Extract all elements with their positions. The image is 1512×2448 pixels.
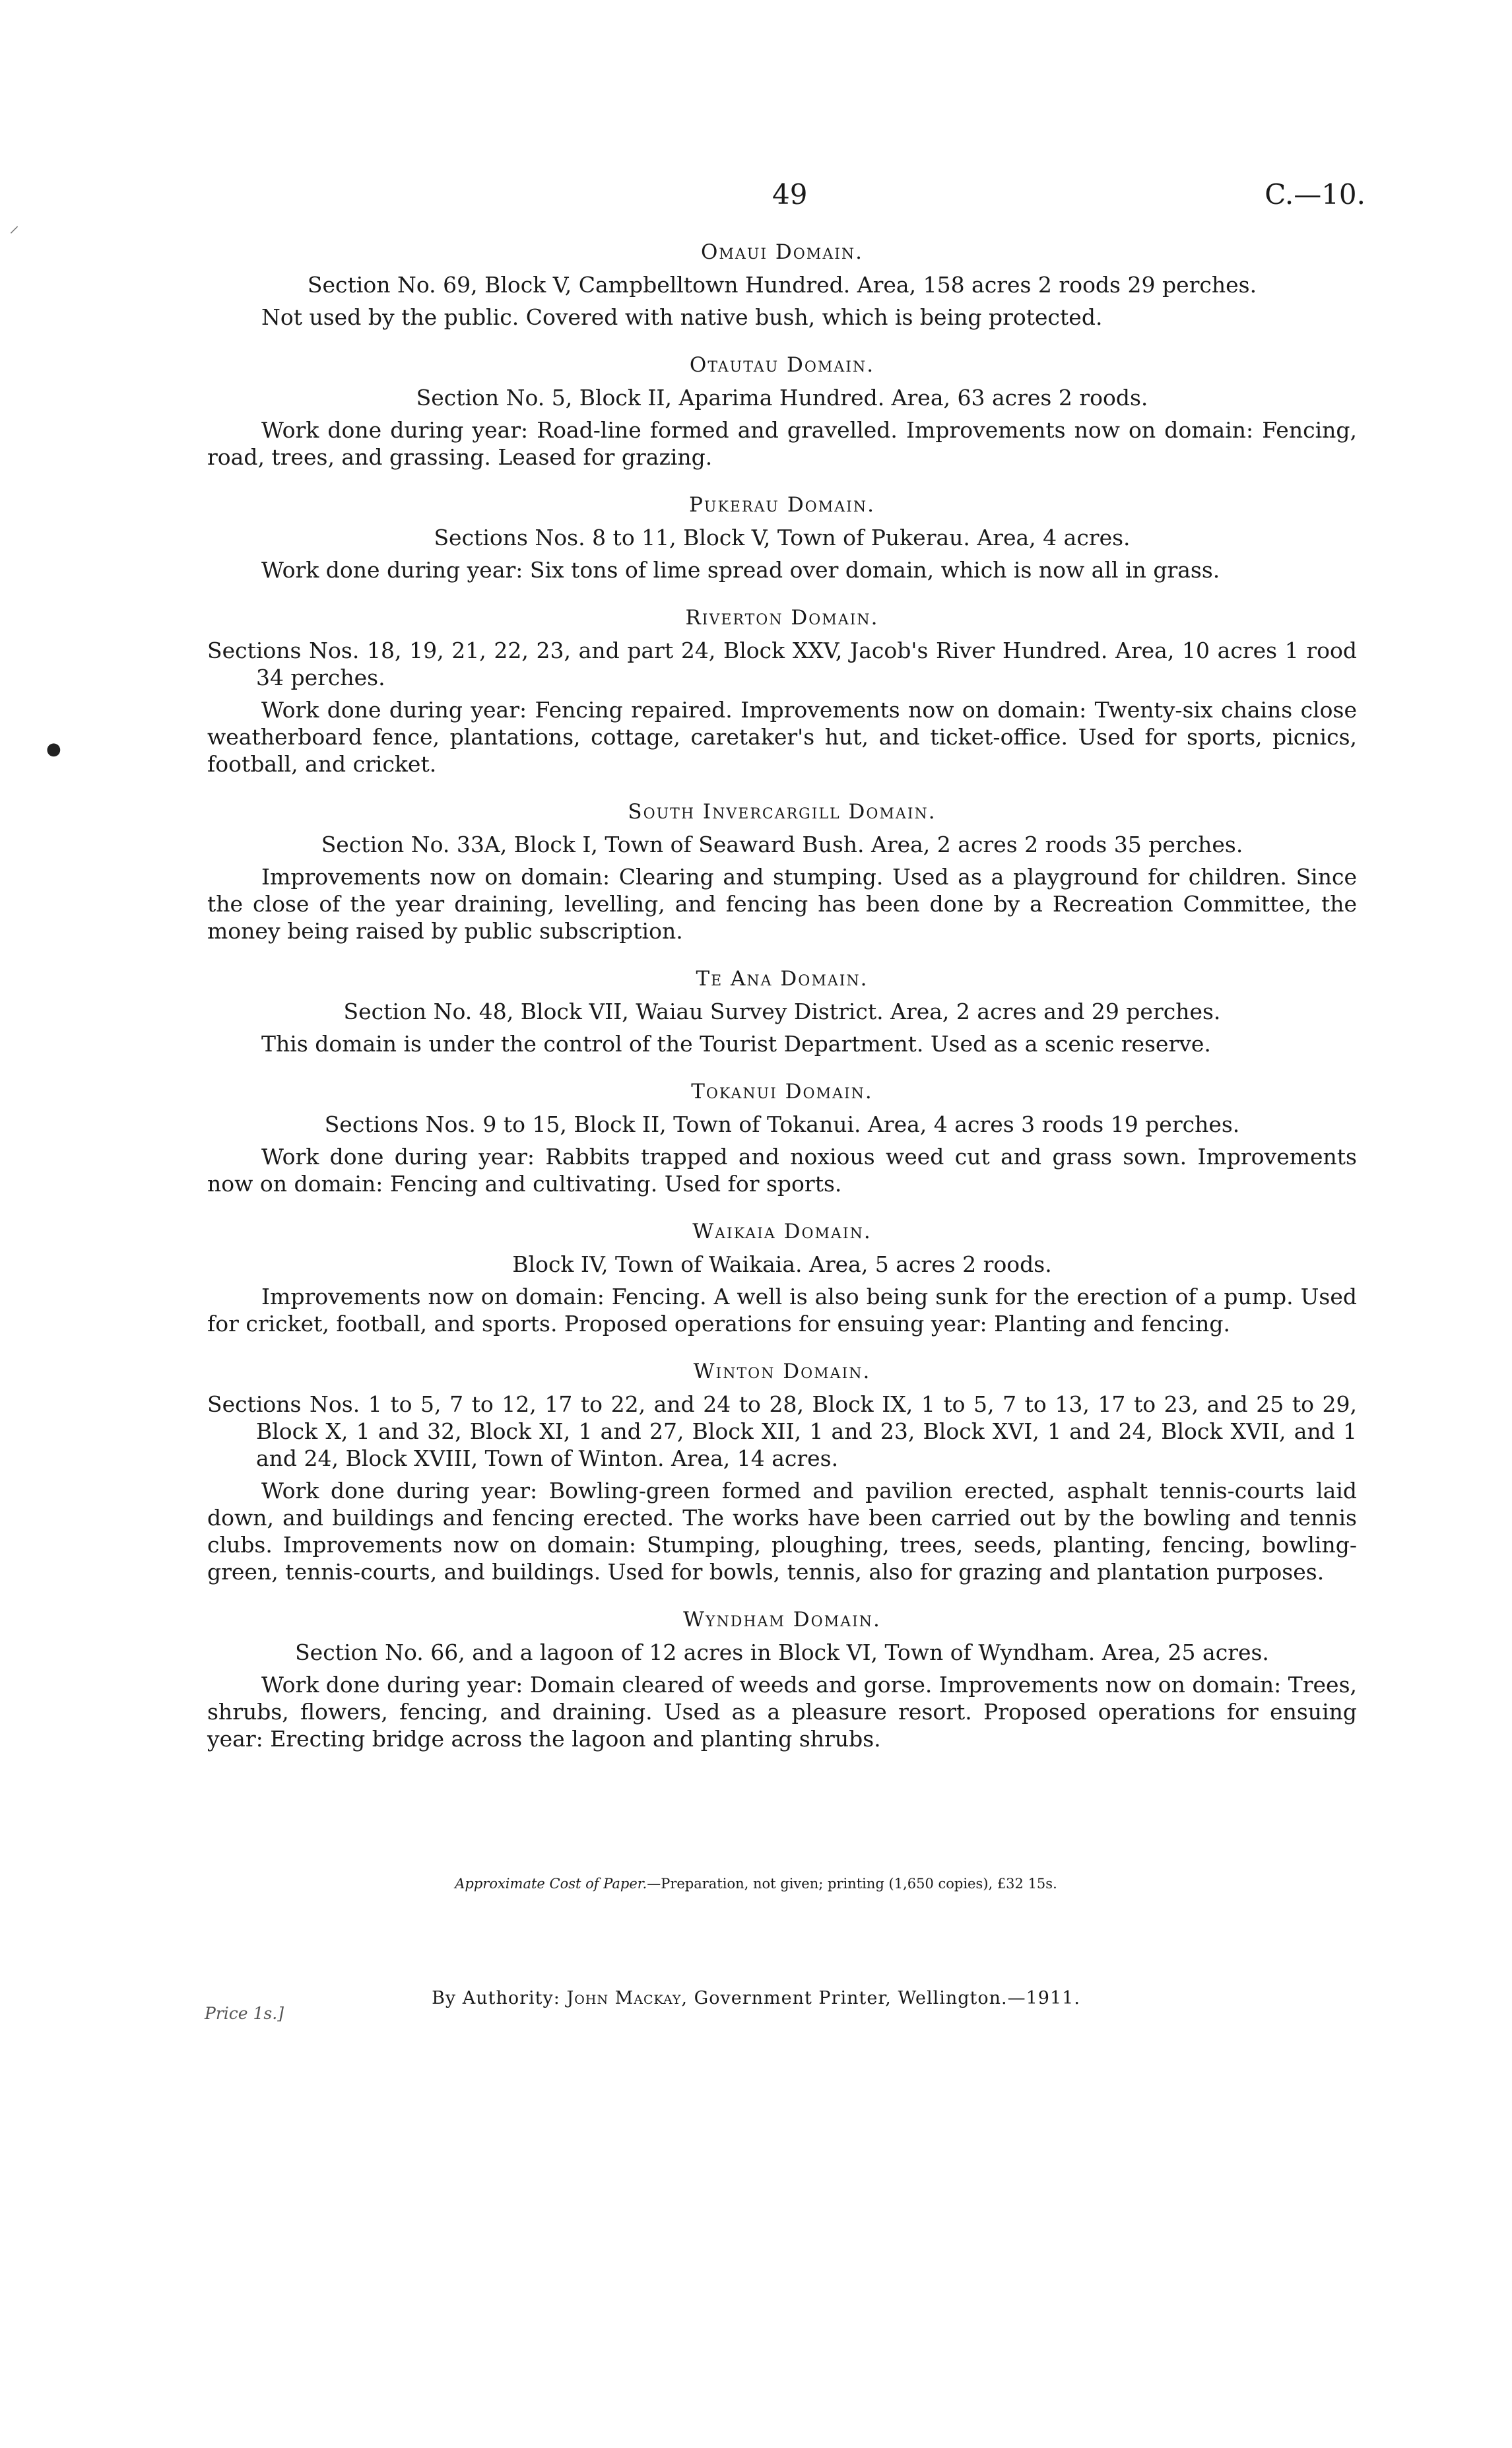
authority-prefix: By Authority: <box>432 1988 560 2008</box>
domain-paragraph: Work done during year: Bowling-green formed and pavilion erected, asphalt tennis-courts laid down, and buildings and fencing erected. The works have been carried out by the bowling and tennis clubs. Improvements now on domain: Stumping, ploughing, trees, seeds, planting, fencing, bowling-green, tennis-courts, and buildings. Used for bowls, tennis, also for grazing and plantation purposes. <box>207 1478 1357 1585</box>
domain-section: Sections Nos. 18, 19, 21, 22, 23, and part 24, Block XXV, Jacob's River Hundred. Area, 10 acres 1 rood 34 perches. <box>207 638 1357 690</box>
cost-label: Approximate Cost of Paper. <box>455 1876 647 1892</box>
price-label: Price 1s.] <box>205 2004 284 2023</box>
domain-section: Sections Nos. 8 to 11, Block V, Town of Pukerau. Area, 4 acres. <box>434 525 1131 550</box>
domain-title: Wyndham Domain. <box>683 1608 881 1632</box>
page-number: 49 <box>772 178 808 211</box>
cost-note <box>0 1876 1512 1892</box>
domain-te-ana <box>207 966 1357 1057</box>
cost-text: —Preparation, not given; printing (1,650 copies), £32 15s. <box>647 1876 1057 1892</box>
domain-omaui <box>207 239 1357 331</box>
domain-title: Otautau Domain. <box>689 353 875 377</box>
domain-winton <box>207 1358 1357 1585</box>
domain-title: Tokanui Domain. <box>691 1080 873 1104</box>
domain-section: Block IV, Town of Waikaia. Area, 5 acres 2 roods. <box>512 1251 1052 1277</box>
domain-paragraph: Improvements now on domain: Clearing and stumping. Used as a playground for children. Since the close of the year draining, levelling, and fencing has been done by a Recreation Committee, the money being raised by public subscription. <box>207 864 1357 944</box>
domain-riverton <box>207 605 1357 777</box>
domain-section: Section No. 48, Block VII, Waiau Survey District. Area, 2 acres and 29 perches. <box>343 999 1221 1024</box>
domain-section: Section No. 66, and a lagoon of 12 acres in Block VI, Town of Wyndham. Area, 25 acres. <box>295 1639 1269 1665</box>
domain-pukerau <box>207 492 1357 583</box>
domains-list <box>207 239 1357 1773</box>
domain-title: Omaui Domain. <box>700 240 863 264</box>
domain-section: Section No. 33A, Block I, Town of Seaward Bush. Area, 2 acres 2 roods 35 perches. <box>321 832 1243 857</box>
domain-paragraph: Improvements now on domain: Fencing. A well is also being sunk for the erection of a pump. Used for cricket, football, and sports. Proposed operations for ensuing year: Planting and fencing. <box>207 1284 1357 1337</box>
domain-otautau <box>207 352 1357 471</box>
domain-waikaia <box>207 1218 1357 1337</box>
domain-section: Section No. 69, Block V, Campbelltown Hundred. Area, 158 acres 2 roods 29 perches. <box>307 272 1257 298</box>
domain-title: South Invercargill Domain. <box>628 800 937 824</box>
domain-title: Waikaia Domain. <box>692 1220 872 1243</box>
domain-paragraph: Work done during year: Road-line formed and gravelled. Improvements now on domain: Fencing, road, trees, and grassing. Leased for grazing. <box>207 417 1357 470</box>
domain-title: Riverton Domain. <box>685 606 879 630</box>
domain-paragraph: Work done during year: Rabbits trapped and noxious weed cut and grass sown. Improvements now on domain: Fencing and cultivating. Used for sports. <box>207 1144 1357 1197</box>
scan-dot: ● <box>46 739 61 759</box>
domain-wyndham <box>207 1606 1357 1752</box>
printer-name: John Mackay, <box>566 1988 688 2008</box>
domain-title: Winton Domain. <box>693 1360 871 1383</box>
domain-title: Te Ana Domain. <box>696 967 869 991</box>
domain-paragraph: This domain is under the control of the Tourist Department. Used as a scenic reserve. <box>261 1031 1211 1057</box>
domain-tokanui <box>207 1078 1357 1197</box>
domain-title: Pukerau Domain. <box>689 493 875 517</box>
domain-section: Sections Nos. 9 to 15, Block II, Town of Tokanui. Area, 4 acres 3 roods 19 perches. <box>324 1111 1240 1137</box>
domain-paragraph: Work done during year: Domain cleared of weeds and gorse. Improvements now on domain: Trees, shrubs, flowers, fencing, and draining. Used as a pleasure resort. Proposed operations for ensuing year: Erecting bridge across the lagoon and planting shrubs. <box>207 1672 1357 1752</box>
domain-section: Sections Nos. 1 to 5, 7 to 12, 17 to 22, and 24 to 28, Block IX, 1 to 5, 7 to 13, 17 to 23, and 25 to 29, Block X, 1 and 32, Block XI, 1 and 27, Block XII, 1 and 23, Block XVI, 1 and 24, Block XVII, and 1 and 24, Block XVIII, Town of Winton. Area, 14 acres. <box>207 1391 1357 1471</box>
domain-section: Section No. 5, Block II, Aparima Hundred. Area, 63 acres 2 roods. <box>416 385 1148 411</box>
domain-paragraph: Work done during year: Six tons of lime spread over domain, which is now all in grass. <box>261 557 1220 583</box>
domain-paragraph: Not used by the public. Covered with native bush, which is being protected. <box>261 304 1103 330</box>
document-reference: C.—10. <box>1265 178 1365 211</box>
authority-suffix: Government Printer, Wellington.—1911. <box>694 1988 1080 2008</box>
scan-mark: ⸍ <box>9 222 19 246</box>
domain-paragraph: Work done during year: Fencing repaired. Improvements now on domain: Twenty-six chains close weatherboard fence, plantations, cottage, caretaker's hut, and ticket-office. Used for sports, picnics, football, and cricket. <box>207 697 1357 777</box>
domain-south-invercargill <box>207 799 1357 944</box>
printer-authority <box>0 1988 1512 2008</box>
